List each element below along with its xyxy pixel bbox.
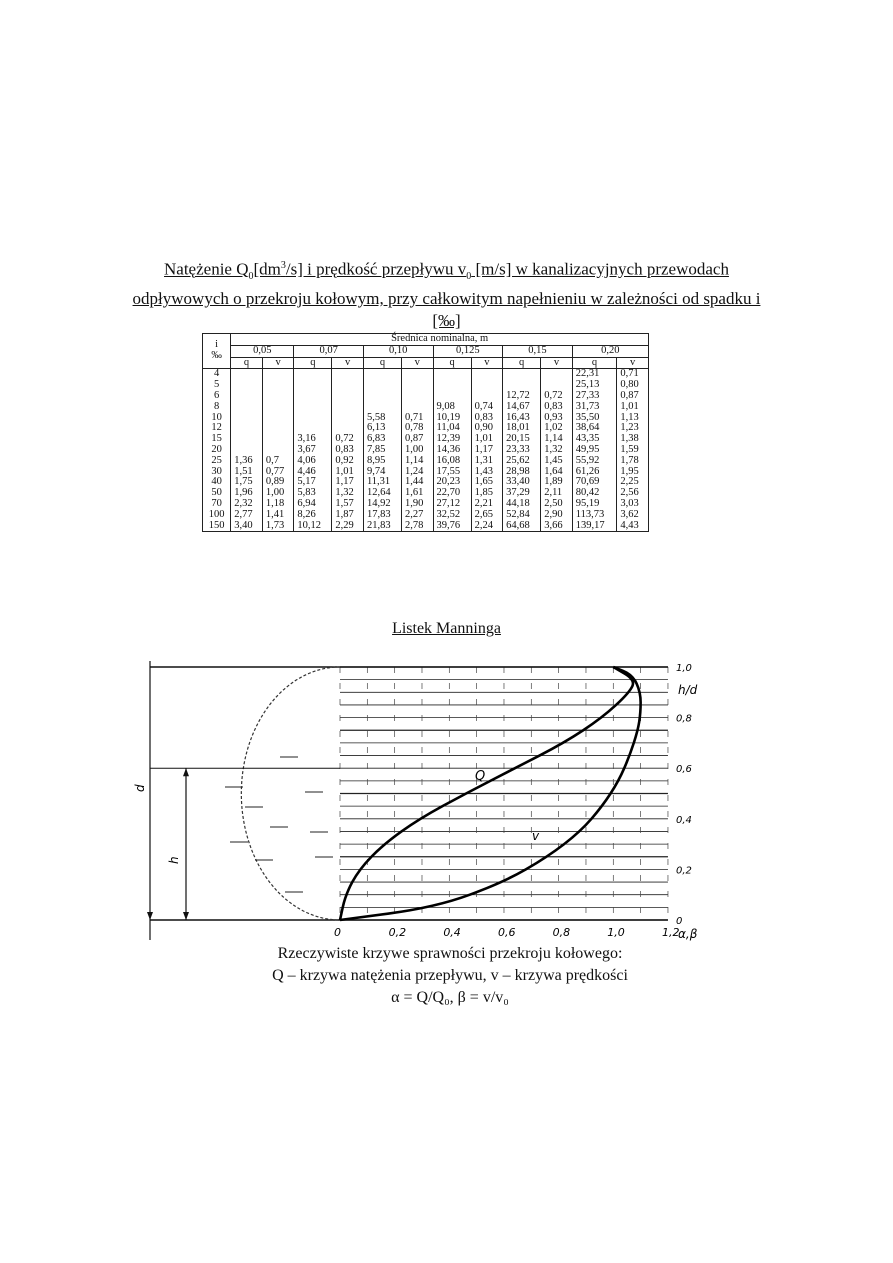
x-tick-labels: [334, 926, 679, 939]
figure-caption: [150, 943, 750, 1009]
cell-q: 7,85: [363, 445, 401, 456]
cell-q: 64,68: [503, 521, 541, 532]
caption-line: Q – krzywa natężenia przepływu, v – krzywa prędkości: [272, 967, 628, 984]
cell-v: [262, 434, 294, 445]
cell-q: 14,92: [363, 499, 401, 510]
cell-q: 14,36: [433, 445, 471, 456]
cell-q: 3,40: [231, 521, 263, 532]
cell-slope: 150: [203, 521, 231, 532]
cell-v: [471, 369, 503, 380]
cell-q: 21,83: [363, 521, 401, 532]
cell-v: 2,11: [541, 488, 573, 499]
header-diameter: 0,125: [433, 345, 503, 357]
dimension-arrow: [183, 912, 189, 920]
cell-q: [503, 369, 541, 380]
cell-q: [231, 413, 263, 424]
header-i: [203, 334, 231, 369]
cell-v: 1,32: [332, 488, 364, 499]
cell-v: 0,7: [262, 456, 294, 467]
dimension-h-label: h: [167, 856, 181, 864]
cell-q: 6,94: [294, 499, 332, 510]
cell-q: 49,95: [572, 445, 617, 456]
cell-v: [471, 380, 503, 391]
cell-q: 17,55: [433, 467, 471, 478]
cell-slope: 12: [203, 423, 231, 434]
cell-q: 39,76: [433, 521, 471, 532]
cell-v: 2,90: [541, 510, 573, 521]
cell-v: [332, 380, 364, 391]
cell-q: 8,95: [363, 456, 401, 467]
table-row: [203, 456, 649, 467]
flow-table: [202, 333, 649, 532]
cell-q: 16,08: [433, 456, 471, 467]
cell-q: 9,08: [433, 402, 471, 413]
cell-q: [294, 413, 332, 424]
cell-v: 2,78: [402, 521, 434, 532]
chart-grid: [150, 667, 668, 920]
cell-q: 12,39: [433, 434, 471, 445]
cell-v: 3,03: [617, 499, 649, 510]
cell-q: [363, 402, 401, 413]
cell-q: 22,70: [433, 488, 471, 499]
cell-slope: 4: [203, 369, 231, 380]
cell-q: 1,96: [231, 488, 263, 499]
pipe-section-outline: [241, 667, 340, 920]
cell-q: [433, 380, 471, 391]
cell-v: [402, 391, 434, 402]
cell-q: 55,92: [572, 456, 617, 467]
cell-slope: 40: [203, 477, 231, 488]
cell-slope: 6: [203, 391, 231, 402]
cell-v: 0,80: [617, 380, 649, 391]
cell-slope: 20: [203, 445, 231, 456]
cell-v: 1,23: [617, 423, 649, 434]
cell-v: 3,62: [617, 510, 649, 521]
cell-q: 70,69: [572, 477, 617, 488]
cell-q: 2,32: [231, 499, 263, 510]
y-tick-label: 0,6: [675, 764, 692, 776]
cell-q: [294, 402, 332, 413]
cell-q: 44,18: [503, 499, 541, 510]
cell-v: 0,87: [617, 391, 649, 402]
y-tick-label: 0,2: [675, 865, 692, 877]
cell-v: 1,90: [402, 499, 434, 510]
title-superscript: 3: [280, 260, 286, 271]
cell-q: 17,83: [363, 510, 401, 521]
cell-q: 80,42: [572, 488, 617, 499]
header-q: q: [503, 357, 541, 369]
caption-line: Rzeczywiste krzywe sprawności przekroju kołowego:: [277, 945, 623, 962]
cell-v: 1,45: [541, 456, 573, 467]
cell-q: 1,75: [231, 477, 263, 488]
header-v: v: [332, 357, 364, 369]
cell-q: [294, 391, 332, 402]
cell-v: 2,50: [541, 499, 573, 510]
cell-q: [231, 391, 263, 402]
cell-slope: 30: [203, 467, 231, 478]
cell-q: 5,83: [294, 488, 332, 499]
cell-v: [402, 369, 434, 380]
cell-v: 0,89: [262, 477, 294, 488]
dimension-arrow: [183, 768, 189, 776]
cell-v: 2,29: [332, 521, 364, 532]
caption-line: α = Q/Q₀, β = v/v₀: [391, 989, 509, 1006]
header-diameter: 0,07: [294, 345, 364, 357]
cell-slope: 5: [203, 380, 231, 391]
cell-v: 2,21: [471, 499, 503, 510]
cell-v: 1,41: [262, 510, 294, 521]
cell-v: 2,25: [617, 477, 649, 488]
cell-v: [541, 369, 573, 380]
cell-q: 33,40: [503, 477, 541, 488]
header-q: q: [572, 357, 617, 369]
cell-v: 0,87: [402, 434, 434, 445]
curve-q-label: Q: [475, 769, 486, 784]
cell-v: 0,72: [332, 434, 364, 445]
cell-q: 52,84: [503, 510, 541, 521]
cell-v: 0,71: [402, 413, 434, 424]
cell-v: [402, 380, 434, 391]
cell-v: 0,90: [471, 423, 503, 434]
header-q: q: [294, 357, 332, 369]
header-diameter-group: Średnica nominalna, m: [231, 334, 649, 346]
cell-v: [262, 402, 294, 413]
cell-q: 3,67: [294, 445, 332, 456]
cell-v: 1,32: [541, 445, 573, 456]
cell-v: 1,65: [471, 477, 503, 488]
x-tick-label: 1,0: [607, 926, 625, 939]
cell-v: [332, 391, 364, 402]
cell-q: 11,31: [363, 477, 401, 488]
dimension-lines: [147, 661, 189, 940]
cell-q: 27,12: [433, 499, 471, 510]
cell-q: [363, 369, 401, 380]
alpha-beta-axis-label: α,β: [678, 927, 698, 941]
cell-q: 10,12: [294, 521, 332, 532]
cell-v: 1,43: [471, 467, 503, 478]
header-diameter: 0,10: [363, 345, 433, 357]
cell-v: [262, 413, 294, 424]
header-qv-row: [203, 357, 649, 369]
cell-q: 38,64: [572, 423, 617, 434]
cell-slope: 25: [203, 456, 231, 467]
cell-v: 0,77: [262, 467, 294, 478]
y-tick-label: 0,4: [675, 814, 692, 826]
cell-v: 1,38: [617, 434, 649, 445]
cell-q: 31,73: [572, 402, 617, 413]
cell-v: 2,24: [471, 521, 503, 532]
cell-v: 1,87: [332, 510, 364, 521]
cell-v: 0,71: [617, 369, 649, 380]
y-tick-labels: [676, 663, 692, 927]
cell-v: [262, 380, 294, 391]
hd-axis-label: h/d: [678, 683, 698, 697]
cell-v: 1,14: [541, 434, 573, 445]
header-diameter: 0,15: [503, 345, 573, 357]
title-part: Natężenie Q: [164, 259, 249, 279]
cell-q: 18,01: [503, 423, 541, 434]
cell-v: [332, 369, 364, 380]
cell-v: 1,95: [617, 467, 649, 478]
cell-v: 1,89: [541, 477, 573, 488]
cell-v: 1,31: [471, 456, 503, 467]
cell-v: [402, 402, 434, 413]
cell-q: 35,50: [572, 413, 617, 424]
cell-v: 1,18: [262, 499, 294, 510]
cell-slope: 100: [203, 510, 231, 521]
cell-v: 0,78: [402, 423, 434, 434]
water-marks: [150, 757, 340, 892]
cell-q: 28,98: [503, 467, 541, 478]
header-diameter: 0,20: [572, 345, 648, 357]
cell-v: [262, 391, 294, 402]
cell-v: 1,17: [471, 445, 503, 456]
dimension-d-label: d: [133, 784, 147, 792]
cell-q: 4,06: [294, 456, 332, 467]
cell-q: 4,46: [294, 467, 332, 478]
cell-v: 0,83: [332, 445, 364, 456]
cell-q: 113,73: [572, 510, 617, 521]
cell-slope: 70: [203, 499, 231, 510]
cell-q: [231, 369, 263, 380]
cell-q: [294, 369, 332, 380]
cell-q: 16,43: [503, 413, 541, 424]
header-i-label: i: [215, 339, 219, 351]
cell-q: [231, 423, 263, 434]
table-row: [203, 510, 649, 521]
y-tick-label: 0,8: [675, 713, 692, 725]
cell-q: [363, 380, 401, 391]
title-part: [dm: [253, 259, 281, 279]
title-part: /s] i prędkość przepływu v: [285, 259, 467, 279]
cell-q: 1,36: [231, 456, 263, 467]
x-tick-label: 0: [334, 926, 341, 939]
cell-q: 8,26: [294, 510, 332, 521]
cell-q: 5,17: [294, 477, 332, 488]
title-part: [m/s] w kanalizacyjnych przewodach odpływowych o przekroju kołowym, przy całkowitym napełnieniu w zależności od spadku i [‰]: [132, 259, 761, 331]
cell-v: 0,72: [541, 391, 573, 402]
x-tick-label: 0,6: [497, 926, 516, 939]
header-q: q: [231, 357, 263, 369]
y-tick-label: 1,0: [675, 663, 692, 674]
cell-v: 1,85: [471, 488, 503, 499]
cell-v: 1,01: [471, 434, 503, 445]
cell-q: 22,31: [572, 369, 617, 380]
cell-q: 1,51: [231, 467, 263, 478]
header-v: v: [617, 357, 649, 369]
x-tick-label: 0,8: [552, 926, 571, 939]
cell-q: 27,33: [572, 391, 617, 402]
cell-q: 43,35: [572, 434, 617, 445]
cell-v: 1,73: [262, 521, 294, 532]
cell-q: 25,62: [503, 456, 541, 467]
cell-v: 1,61: [402, 488, 434, 499]
cell-v: 1,59: [617, 445, 649, 456]
x-tick-label: 0,2: [388, 926, 407, 939]
cell-q: 61,26: [572, 467, 617, 478]
dimension-arrow: [147, 912, 153, 920]
cell-v: [262, 369, 294, 380]
header-v: v: [541, 357, 573, 369]
table-row: [203, 402, 649, 413]
table-body: [203, 369, 649, 532]
cell-slope: 10: [203, 413, 231, 424]
cell-q: [231, 434, 263, 445]
cell-q: 23,33: [503, 445, 541, 456]
cell-q: 6,13: [363, 423, 401, 434]
cell-v: 1,78: [617, 456, 649, 467]
cell-q: 139,17: [572, 521, 617, 532]
x-tick-label: 1,2: [661, 926, 680, 939]
cell-q: 32,52: [433, 510, 471, 521]
cell-q: 6,83: [363, 434, 401, 445]
cell-v: 1,00: [262, 488, 294, 499]
cell-q: 2,77: [231, 510, 263, 521]
header-diameter: 0,05: [231, 345, 294, 357]
figure-heading: Listek Manninga: [392, 620, 501, 637]
cell-q: 25,13: [572, 380, 617, 391]
cell-q: [231, 380, 263, 391]
title-subscript: 0: [466, 271, 472, 283]
cell-v: 1,13: [617, 413, 649, 424]
cell-v: 2,27: [402, 510, 434, 521]
cell-v: 3,66: [541, 521, 573, 532]
manning-leaf-chart: [130, 652, 730, 942]
cell-q: 37,29: [503, 488, 541, 499]
cell-v: 1,44: [402, 477, 434, 488]
cell-q: 3,16: [294, 434, 332, 445]
document-title: [120, 255, 773, 332]
cell-q: 12,64: [363, 488, 401, 499]
cell-q: 12,72: [503, 391, 541, 402]
header-diameter-row: [203, 345, 649, 357]
cell-v: 1,17: [332, 477, 364, 488]
cell-v: 1,02: [541, 423, 573, 434]
cell-q: 14,67: [503, 402, 541, 413]
cell-q: 5,58: [363, 413, 401, 424]
cell-v: 0,92: [332, 456, 364, 467]
cell-q: [294, 380, 332, 391]
cell-q: [363, 391, 401, 402]
cell-slope: 50: [203, 488, 231, 499]
table-row: [203, 521, 649, 532]
header-v: v: [402, 357, 434, 369]
cell-v: [332, 413, 364, 424]
cell-q: 9,74: [363, 467, 401, 478]
cell-v: 4,43: [617, 521, 649, 532]
cell-v: 0,83: [471, 413, 503, 424]
cell-v: 0,74: [471, 402, 503, 413]
cell-v: 1,24: [402, 467, 434, 478]
cell-slope: 8: [203, 402, 231, 413]
cell-v: 1,57: [332, 499, 364, 510]
cell-v: 0,83: [541, 402, 573, 413]
cell-q: 95,19: [572, 499, 617, 510]
header-v: v: [262, 357, 294, 369]
header-q: q: [363, 357, 401, 369]
cell-q: [231, 402, 263, 413]
cell-v: 1,14: [402, 456, 434, 467]
cell-slope: 15: [203, 434, 231, 445]
header-q: q: [433, 357, 471, 369]
curve-v-label: v: [532, 829, 540, 843]
cell-v: [332, 402, 364, 413]
cell-v: 0,93: [541, 413, 573, 424]
cell-v: 2,65: [471, 510, 503, 521]
cell-v: 1,01: [617, 402, 649, 413]
cell-q: 11,04: [433, 423, 471, 434]
title-subscript: 0: [248, 271, 254, 283]
header-v: v: [471, 357, 503, 369]
cell-q: 20,23: [433, 477, 471, 488]
cell-v: 1,01: [332, 467, 364, 478]
cell-v: 2,56: [617, 488, 649, 499]
cell-v: 1,00: [402, 445, 434, 456]
header-permille-label: ‰: [211, 350, 222, 362]
cell-q: 20,15: [503, 434, 541, 445]
cell-q: [433, 369, 471, 380]
x-tick-label: 0,4: [443, 926, 461, 939]
cell-q: 10,19: [433, 413, 471, 424]
cell-v: [262, 423, 294, 434]
y-tick-label: 0: [675, 916, 683, 927]
cell-v: 1,64: [541, 467, 573, 478]
